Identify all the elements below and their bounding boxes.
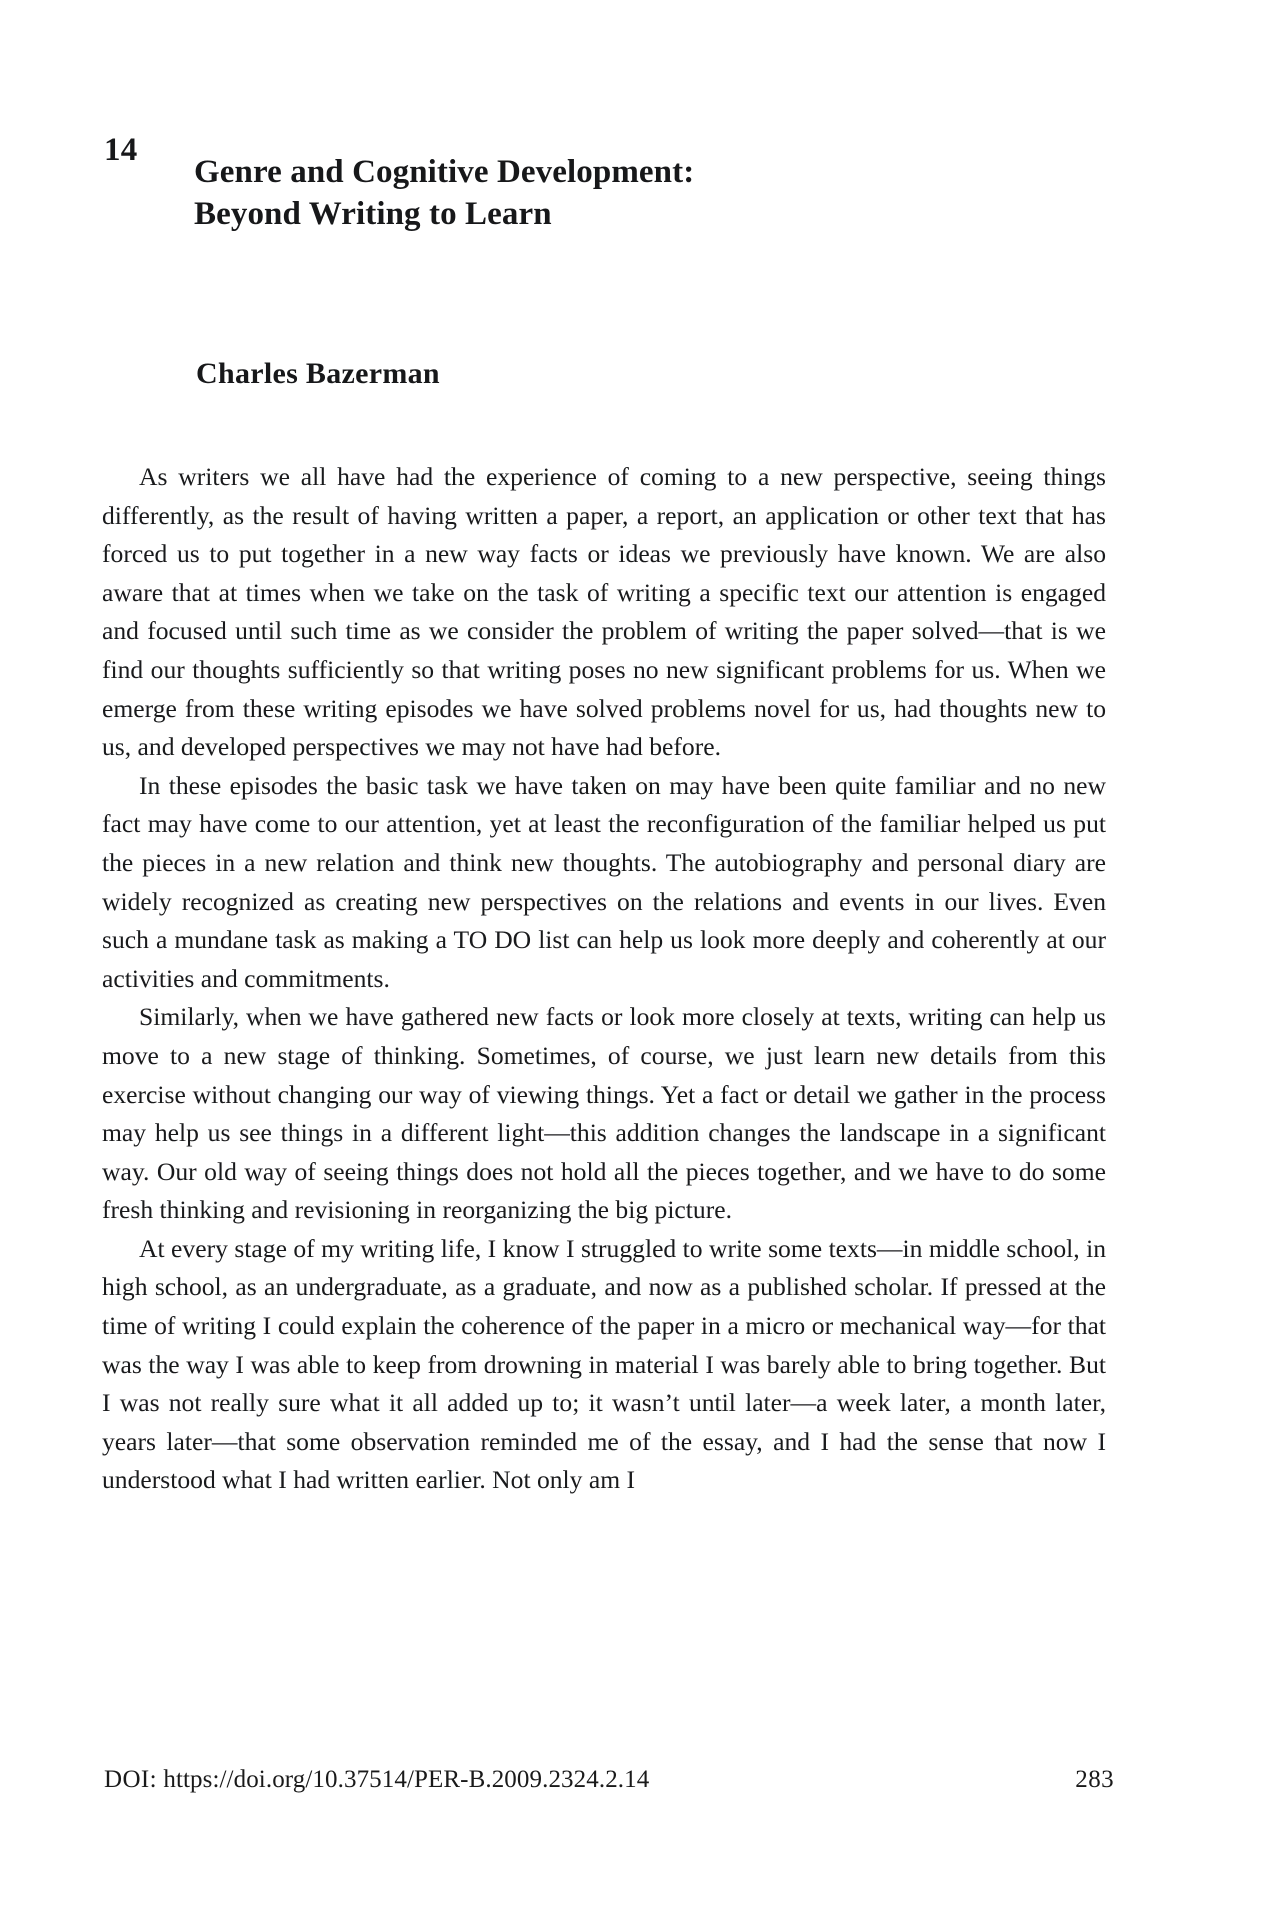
chapter-title-line-2: Beyond Writing to Learn — [194, 195, 552, 232]
doi-link[interactable]: https://doi.org/10.37514/PER-B.2009.2324.2.14 — [163, 1766, 650, 1793]
page-footer — [104, 1766, 1114, 1794]
body-paragraph: Similarly, when we have gathered new facts or look more closely at texts, writing can help us move to a new stage of thinking. Sometimes, of course, we just learn new details from this exercise without changing our way of viewing things. Yet a fact or detail we gather in the process may help us see things in a different light—this addition changes the landscape in a significant way. Our old way of seeing things does not hold all the pieces together, and we have to do some fresh thinking and revisioning in reorganizing the big picture. — [102, 1002, 1106, 1225]
author-name: Charles Bazerman — [196, 356, 440, 390]
body-text — [102, 458, 1106, 1500]
chapter-heading — [104, 130, 1114, 257]
body-paragraph: At every stage of my writing life, I know I struggled to write some texts—in middle school, in high school, as an undergraduate, as a graduate, and now as a published scholar. If pressed at the time of writing I could explain the coherence of the paper in a micro or mechanical way—for that was the way I was able to keep from drowning in material I was barely able to bring together. But I was not really sure what it all added up to; it wasn’t until later—a week later, a month later, years later—that some observation reminded me of the essay, and I had the sense that now I understood what I had written earlier. Not only am I — [102, 1233, 1106, 1495]
body-paragraph: As writers we all have had the experience of coming to a new perspective, seeing things differently, as the result of having written a paper, a report, an application or other text that has forced us to put together in a new way facts or ideas we previously have known. We are also aware that at times when we take on the task of writing a specific text our attention is engaged and focused until such time as we consider the problem of writing the paper solved—that is we find our thoughts sufficiently so that writing poses no new significant problems for us. When we emerge from these writing episodes we have solved problems novel for us, had thoughts new to us, and developed perspectives we may not have had before. — [102, 462, 1106, 762]
chapter-title — [194, 152, 1114, 235]
page-number: 283 — [1075, 1766, 1114, 1793]
chapter-number: 14 — [104, 132, 138, 168]
chapter-title-line-1: Genre and Cognitive Development: — [194, 154, 695, 191]
body-paragraph: In these episodes the basic task we have taken on may have been quite familiar and no new fact may have come to our attention, yet at least the reconfiguration of the familiar helped us put the pieces in a new relation and think new thoughts. The autobiography and personal diary are widely recognized as creating new perspectives on the relations and events in our lives. Even such a mundane task as making a TO DO list can help us look more deeply and coherently at our activities and commitments. — [102, 770, 1106, 993]
doi-line — [104, 1766, 649, 1794]
doi-label: DOI: — [104, 1766, 157, 1793]
